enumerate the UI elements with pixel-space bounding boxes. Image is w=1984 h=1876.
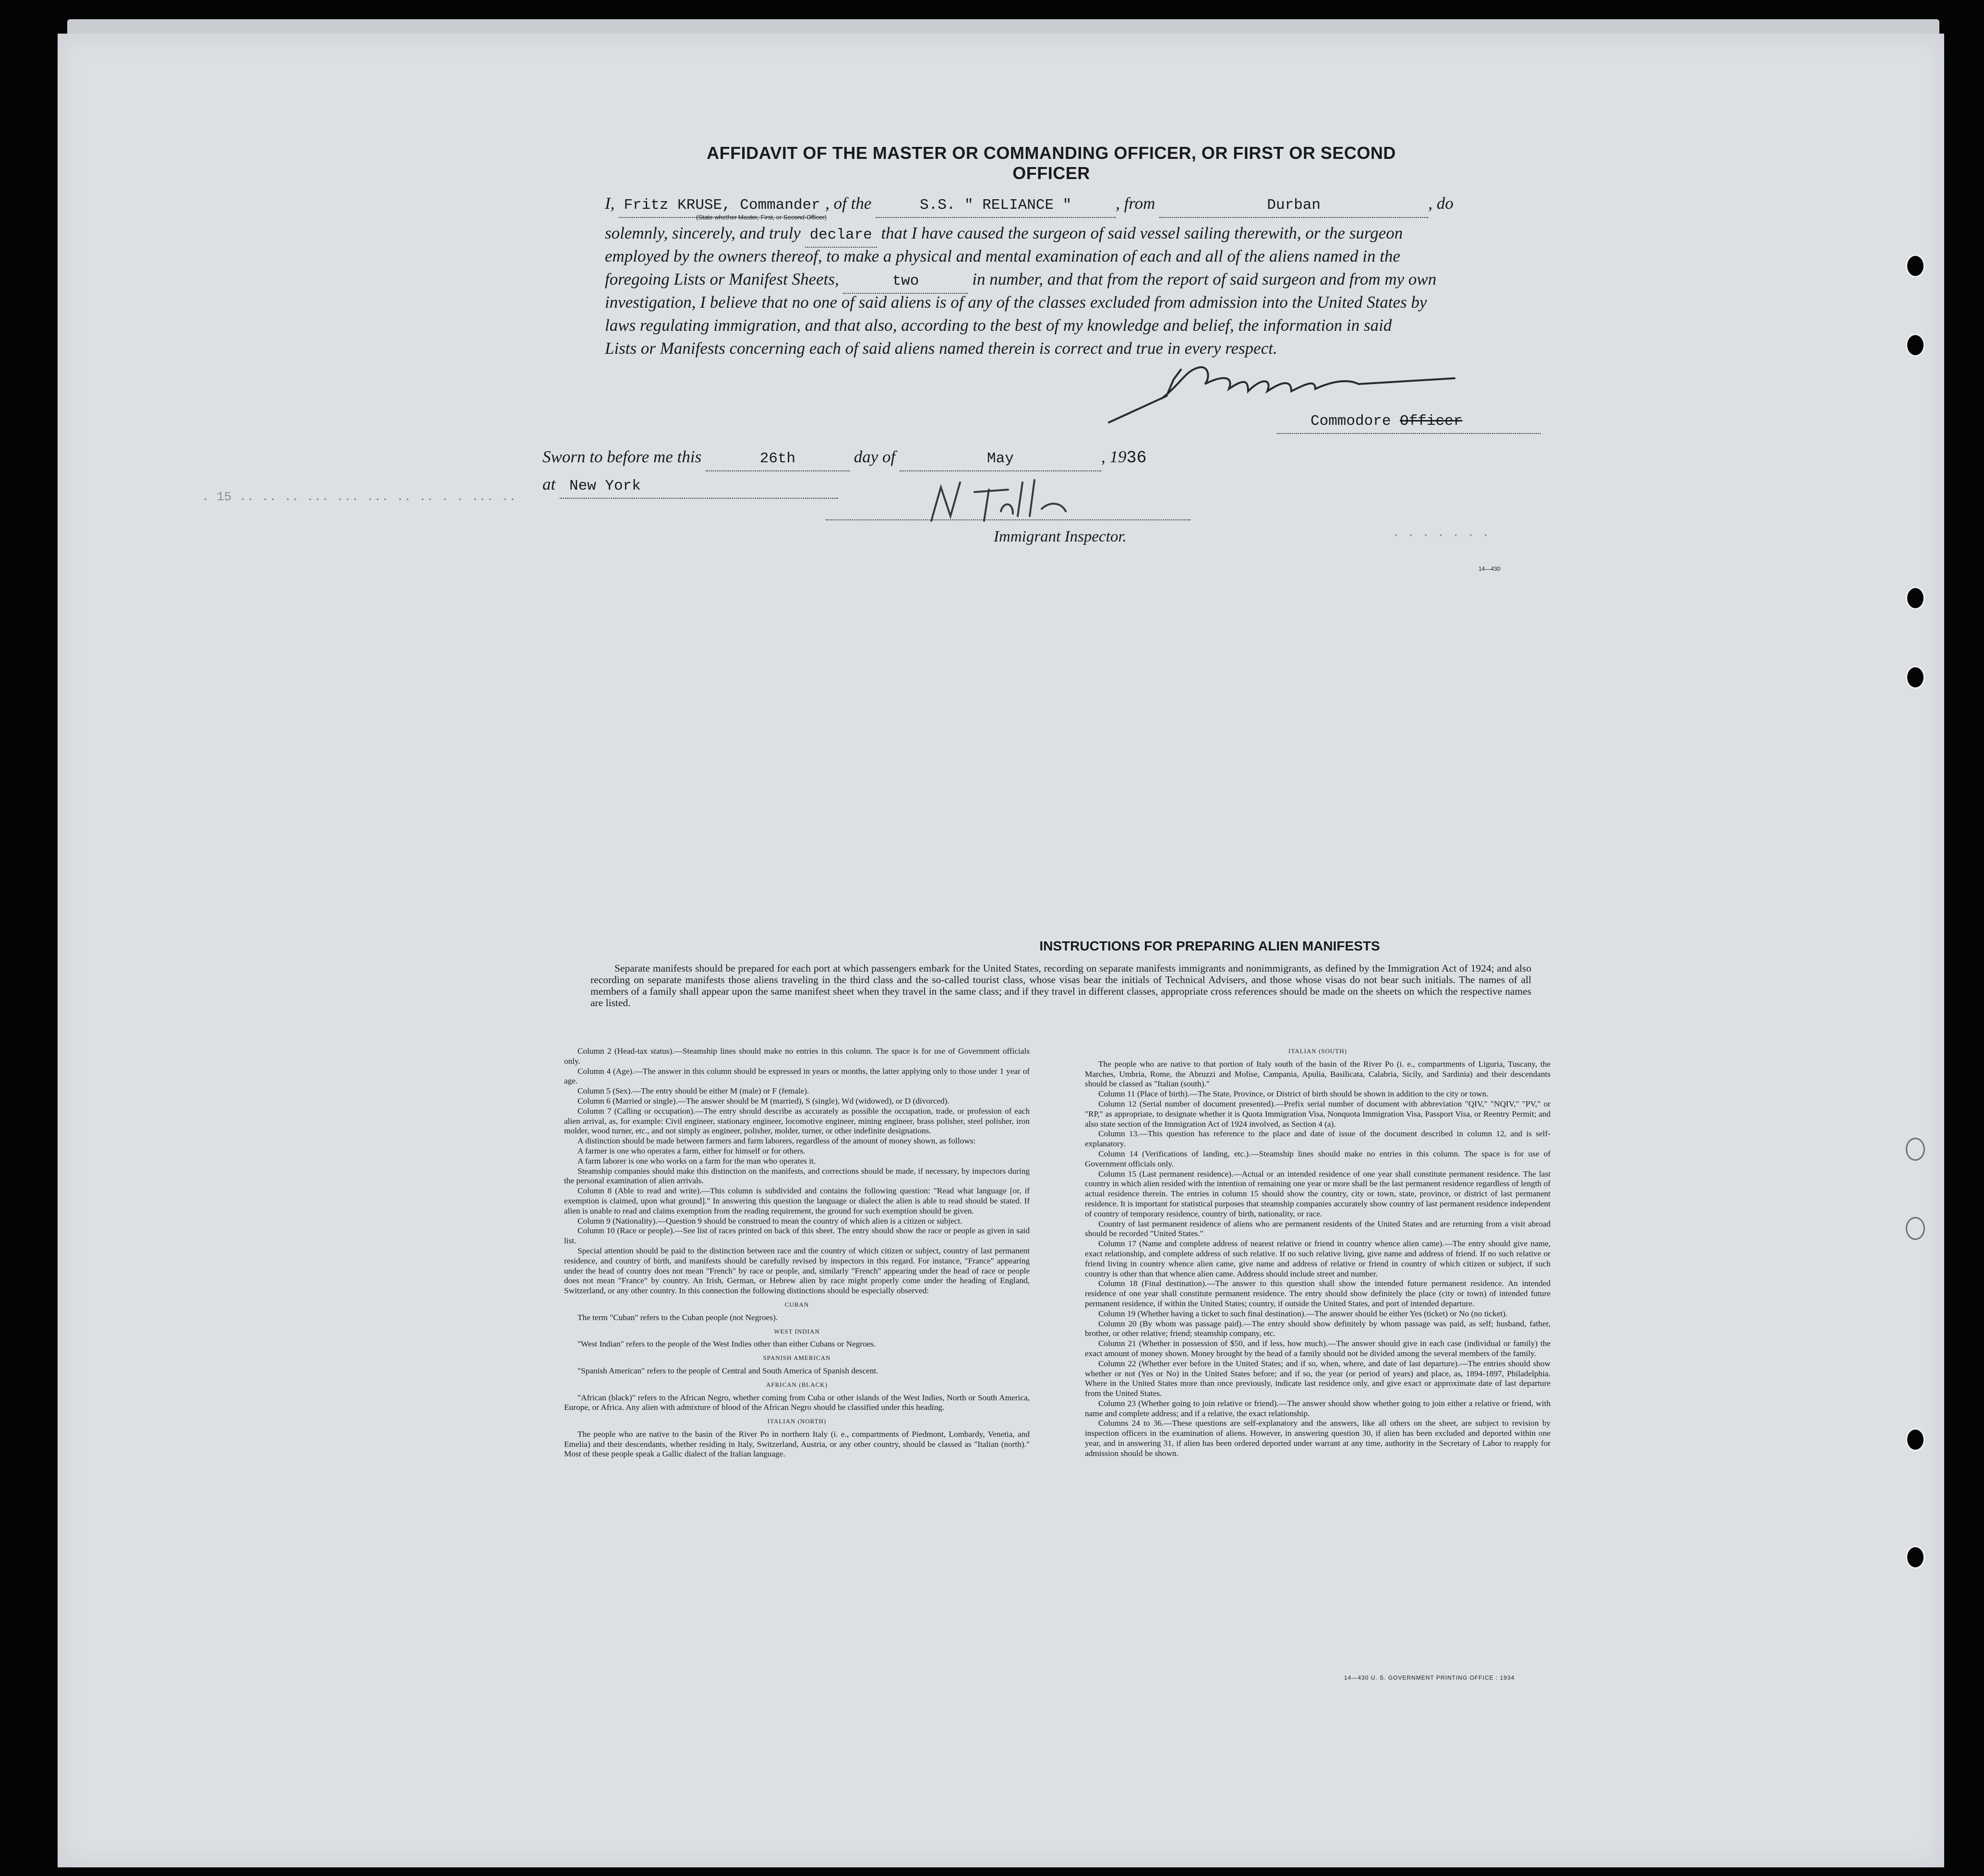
left-paragraph: Column 10 (Race or people).—See list of races printed on back of this sheet. The entry should show the race or people as given in said list.: [564, 1226, 1030, 1246]
signature-title: Commodore Officer: [1311, 413, 1463, 430]
right-paragraph: Column 21 (Whether in possession of $50, and if less, how much).—The answer should give in each case (individual or family) the exact amount of money shown. Money brought by the head of a family should not be divided among the several members of the family.: [1085, 1339, 1551, 1358]
place-line: at New York: [542, 473, 1483, 499]
affidavit-line-5: investigation, I believe that no one of said aliens is of any of the classes excluded from admission into the United States by: [605, 293, 1427, 312]
right-paragraph: Column 22 (Whether ever before in the United States; and if so, when, where, and date of last departure).—The entries should show whether or not (Yes or No) in the United States before; and if so, the year (or period of years) and place, as, 1894-1897, Philadelphia. Where in the United States more than once previously, indicate last residence only, and give exact or approximate date of last departure from the United States.: [1085, 1359, 1551, 1398]
right-paragraph: Column 18 (Final destination).—The answer to this question shall show the intended future permanent residence. An intended residence of one year shall constitute permanent residence. The entry should show definitely the place (city or town) of intended future permanent residence, if within the United States; country, if outside the United States, and port of intended departure.: [1085, 1279, 1551, 1308]
binder-hole: [1906, 1546, 1925, 1569]
left-paragraph: Column 6 (Married or single).—The answer should be M (married), S (single), Wd (widowed), or D (divorced).: [577, 1096, 950, 1106]
port-field: Durban: [1159, 194, 1428, 218]
declaration-field: declare: [805, 224, 877, 248]
right-paragraph: Column 17 (Name and complete address of nearest relative or friend in country whence alien came).—The entry should give name, exact relationship, and complete address of such relative. If no such relative living, give name and address of friend. If no such relative or friend living in country whence alien came, give name and address of relative or friend in country of which citizen or subject, if such country is other than that whence alien came. Address should include street and number.: [1085, 1239, 1551, 1278]
binder-hole-ring: [1906, 1138, 1925, 1161]
inspector-label: Immigrant Inspector.: [994, 528, 1127, 545]
printing-office-footer: 14—430 U. S. GOVERNMENT PRINTING OFFICE : 1934: [1344, 1674, 1515, 1681]
affidavit-line-7: Lists or Manifests concerning each of said aliens named therein is correct and true in every respect.: [605, 339, 1277, 358]
instructions-intro: Separate manifests should be prepared for each port at which passengers embark for the United States, recording on separate manifests immigrants and nonimmigrants, as defined by the Immigration Act of 1924; and also recording on separate manifests those aliens traveling in the third class and the so-called tourist class, whose visas bear the initials of Technical Advisers, and those whose visas do not bear such initials. The names of all members of a family shall appear upon the same manifest sheet when they travel in the same class; and if they travel in different classes, appropriate cross references should be made on the sheets on which the respective names are listed.: [590, 962, 1531, 1009]
affidavit-title: AFFIDAVIT OF THE MASTER OR COMMANDING OFFICER, OR FIRST OR SECOND OFFICER: [707, 143, 1396, 183]
section-heading-african: AFRICAN (BLACK): [766, 1381, 828, 1388]
right-paragraph: Column 19 (Whether having a ticket to such final destination).—The answer should be either Yes (ticket) or No (no ticket).: [1098, 1309, 1508, 1318]
section-heading-spanish-american: SPANISH AMERICAN: [763, 1354, 831, 1362]
left-paragraph: Column 4 (Age).—The answer in this column should be expressed in years or months, the latter applying only to those under 1 year of age.: [564, 1066, 1030, 1086]
sworn-year-suffix: 36: [1126, 448, 1147, 468]
right-paragraph: The people who are native to that portion of Italy south of the basin of the River Po (i. e., compartments of Liguria, Tuscany, the Marches, Umbria, Rome, the Abruzzi and Molise, Campania, Apulia, Basilicata, Calabria, Sicily, and Sardinia) and their descendants should be classed as "Italian (south).": [1085, 1059, 1551, 1089]
affidavit-line-1: I, Fritz KRUSE, Commander , of the S.S. " RELIANCE " , from Durban , do: [605, 192, 1546, 218]
binder-hole: [1906, 334, 1925, 357]
officer-rank-note: (State whether Master, First, or Second Officer): [696, 214, 827, 221]
affidavit-line-6: laws regulating immigration, and that also, according to the best of my knowledge and belief, the information in said: [605, 316, 1392, 335]
right-paragraph: Column 11 (Place of birth).—The State, Province, or District of birth should be shown in addition to the city or town.: [1098, 1089, 1489, 1099]
affidavit-form-number: 14—430: [1479, 565, 1501, 572]
section-heading-cuban: CUBAN: [784, 1300, 809, 1308]
right-paragraph: Column 15 (Last permanent residence).—Actual or an intended residence of one year shall constitute permanent residence. The last country in which alien resided with the intention of remaining one year or more shall be the last permanent residence regardless of length of actual residence therein. The entries in column 15 should show the country, city or town, state, province, or district of last permanent residence. It is important for statistical purposes that steamship companies accurately show country of last permanent residence independent of country of temporary residence, country of birth, nationality, or race.: [1085, 1169, 1551, 1218]
section-heading-italian-south: ITALIAN (SOUTH): [1288, 1047, 1347, 1055]
right-paragraph: Column 13.—This question has reference to the place and date of issue of the document described in column 12, and is self-explanatory.: [1085, 1129, 1551, 1149]
binder-hole-ring: [1906, 1217, 1925, 1240]
left-paragraph: Column 5 (Sex).—The entry should be either M (male) or F (female).: [577, 1086, 809, 1096]
sworn-line: Sworn to before me this 26th day of May , 1936: [542, 445, 1483, 471]
place-field: New York: [560, 475, 838, 499]
instructions-right-column: [1085, 1046, 1551, 1459]
binder-hole: [1906, 254, 1925, 277]
right-paragraph: Column 12 (Serial number of document presented).—Prefix serial number of document with abbreviation "QIV," "NQIV," "PV," or "RP," as appropriate, to designate whether it is Quota Immigration Visa, Nonquota Immigration Visa, Passport Visa, or Reentry Permit; and also state section of the Immigration Act of 1924 involved, as Section 4 (a).: [1085, 1099, 1551, 1129]
faint-bleed-through-2: . . . . . . .: [1392, 526, 1490, 540]
affidavit-line-3: employed by the owners thereof, to make a physical and mental examination of each and all of the aliens named in the: [605, 247, 1400, 265]
left-paragraph: A farm laborer is one who works on a farm for the man who operates it.: [577, 1156, 816, 1166]
inspector-signature-line: [826, 519, 1190, 520]
section-heading-italian-north: ITALIAN (NORTH): [767, 1418, 827, 1425]
left-paragraph: Steamship companies should make this distinction on the manifests, and corrections should be made, if necessary, by inspectors during the personal examination of alien arrivals.: [564, 1166, 1030, 1186]
section-heading-west-indian: WEST INDIAN: [774, 1327, 820, 1335]
officer-name-field: Fritz KRUSE, Commander: [619, 194, 825, 218]
faint-bleed-through-1: . 15 .. .. .. ... ... ... .. .. . . ... ..: [202, 490, 517, 504]
binder-hole: [1906, 587, 1925, 610]
left-paragraph: A farmer is one who operates a farm, either for himself or for others.: [577, 1146, 806, 1155]
left-paragraph: Column 2 (Head-tax status).—Steamship lines should make no entries in this column. The space is for use of Government officials only.: [564, 1046, 1030, 1066]
right-paragraph: Column 20 (By whom was passage paid).—The entry should show definitely by whom passage was paid, as self; husband, father, brother, or other relative; friend; steamship company, etc.: [1085, 1319, 1551, 1338]
affidavit-line-2: solemnly, sincerely, and truly declare that I have caused the surgeon of said vessel sailing therewith, or the surgeon: [605, 222, 1546, 248]
right-paragraph: Country of last permanent residence of aliens who are permanent residents of the United States and are returning from a visit abroad should be recorded "United States.": [1085, 1219, 1551, 1239]
right-paragraph: Column 23 (Whether going to join relative or friend).—The answer should show whether going to join either a relative or friend, with name and complete address; and if a relative, the exact relationship.: [1085, 1398, 1551, 1418]
binder-hole: [1906, 1428, 1925, 1451]
instructions-left-column: [564, 1046, 1030, 1459]
binder-hole: [1906, 666, 1925, 689]
manifest-sheet: [58, 34, 1944, 1867]
vessel-name-field: S.S. " RELIANCE ": [876, 194, 1116, 218]
sworn-month-field: May: [900, 447, 1101, 471]
affidavit-line-4: foregoing Lists or Manifest Sheets, two in number, and that from the report of said surgeon and from my own: [605, 268, 1546, 294]
sworn-day-field: 26th: [706, 447, 850, 471]
left-paragraph: Column 9 (Nationality).—Question 9 should be construed to mean the country of which alien is a citizen or subject.: [577, 1216, 962, 1226]
section-text-italian-north: The people who are native to the basin of the River Po in northern Italy (i. e., compartments of Piedmont, Lombardy, Venetia, and Emelia) and their descendants, whether residing in Italy, Switzerland, Austria, or any other country, should be classed as "Italian (north)." Most of these people speak a Gallic dialect of the Italian language.: [564, 1429, 1030, 1459]
section-text-african: "African (black)" refers to the African Negro, whether coming from Cuba or other islands of the West Indies, North or South America, Europe, or Africa. Any alien with admixture of blood of the African Negro should be classified under this heading.: [564, 1393, 1030, 1412]
inspector-signature: [922, 468, 1142, 530]
instructions-title: INSTRUCTIONS FOR PREPARING ALIEN MANIFESTS: [1039, 938, 1380, 953]
struck-officer-text: Officer: [1400, 413, 1463, 430]
signature-line: [1277, 433, 1541, 434]
left-paragraph: Special attention should be paid to the distinction between race and the country of which citizen or subject, country of last permanent residence, and country of birth, and manifests should be carefully revised by inspectors in this regard. For instance, "France" appearing under the head of country does not mean "French" by race or people, and, similarly "French" appearing under the head of race or people does not mean "France" by country. An Irish, German, or Hebrew alien by race might properly come under the heading of England, Switzerland, or any other country. In this connection the following distinctions should be especially observed:: [564, 1246, 1030, 1296]
right-paragraph: Columns 24 to 36.—These questions are self-explanatory and the answers, like all others on the sheet, are subject to revision by inspection officers in the examination of aliens. However, in answering question 30, if alien has been excluded and deported within one year, and in answering 31, if alien has been ordered deported under warrant at any time, authority in the Secretary of Labor to reapply for admission should be shown.: [1085, 1419, 1551, 1458]
left-paragraph: Column 7 (Calling or occupation).—The entry should describe as accurately as possible the occupation, trade, or profession of each alien arrival, as, for example: Civil engineer, stationary engineer, locomotive engineer, mining engineer, brass polisher, steel polisher, iron molder, wood turner, etc., and not simply as engineer, polisher, molder, turner, or other indefinite designations.: [564, 1106, 1030, 1136]
section-text-west-indian: "West Indian" refers to the people of the West Indies other than either Cubans or Negroes.: [577, 1339, 876, 1349]
sheet-count-field: two: [843, 270, 968, 294]
left-paragraph: Column 8 (Able to read and write).—This column is subdivided and contains the following question: "Read what language [or, if exemption is claimed, upon what ground]." In answering this question the language or dialect the alien is able to read should be stated. If alien is unable to read and claims exemption from the reading requirement, the ground for such exemption should be given.: [564, 1186, 1030, 1215]
section-text-cuban: The term "Cuban" refers to the Cuban people (not Negroes).: [577, 1312, 778, 1322]
right-paragraph: Column 14 (Verifications of landing, etc.).—Steamship lines should make no entries in this column. The space is for use of Government officials only.: [1085, 1149, 1551, 1168]
left-paragraph: A distinction should be made between farmers and farm laborers, regardless of the amount of money shown, as follows:: [577, 1136, 976, 1146]
section-text-spanish-american: "Spanish American" refers to the people of Central and South America of Spanish descent.: [577, 1366, 878, 1375]
